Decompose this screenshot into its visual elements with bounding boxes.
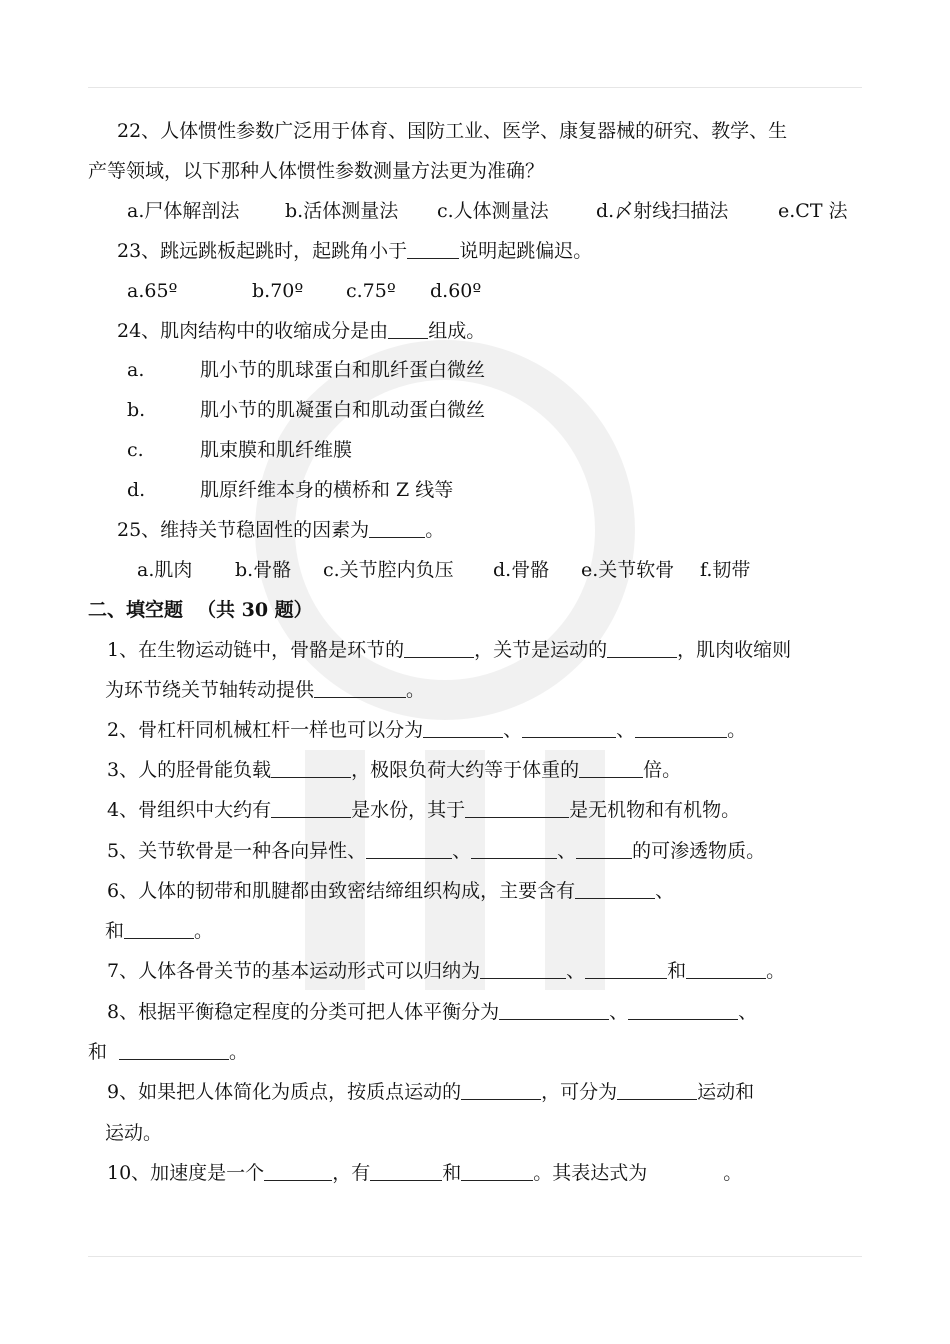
f1-blank-1[interactable] (404, 639, 474, 658)
q24-option-b-text: 肌小节的肌凝蛋白和肌动蛋白微丝 (200, 399, 486, 421)
fill-question-1-cont (105, 677, 425, 703)
fill-question-6-cont (105, 918, 213, 944)
f8-sep-2: 、 (738, 1001, 758, 1023)
fill-question-7 (107, 958, 785, 984)
section-count: （共 30 题） (197, 599, 313, 621)
f9-text-2: ，可分为 (541, 1081, 618, 1103)
fill-question-1 (107, 637, 791, 663)
f7-text-1: 7、人体各骨关节的基本运动形式可以归纳为 (107, 960, 481, 982)
q24-option-b-letter: b. (127, 399, 146, 421)
f5-text-2: 的可渗透物质。 (632, 840, 766, 862)
f8-blank-1[interactable] (499, 1001, 609, 1020)
q23-option-a: a.65º (127, 280, 178, 302)
q23-blank[interactable] (407, 240, 459, 259)
q24-option-c-text: 肌束膜和肌纤维膜 (200, 439, 353, 461)
f10-blank-1[interactable] (264, 1162, 332, 1181)
q24-option-d-text: 肌原纤维本身的横桥和 Z 线等 (200, 479, 454, 501)
q24-option-c-letter: c. (127, 439, 144, 461)
f10-text-4: 。其表达式为 (533, 1162, 648, 1184)
fill-question-4 (107, 797, 740, 823)
f2-sep-2: 、 (616, 719, 636, 741)
f2-text-1: 2、骨杠杆同机械杠杆一样也可以分为 (107, 719, 424, 741)
f10-blank-2[interactable] (370, 1162, 442, 1181)
q23-question (117, 238, 592, 264)
q25-option-f: f.韧带 (700, 559, 751, 581)
f2-end: 。 (727, 719, 747, 741)
f8-sep-1: 、 (609, 1001, 629, 1023)
fill-question-9-cont: 运动。 (105, 1122, 163, 1144)
f7-blank-1[interactable] (480, 960, 566, 979)
q25-option-b: b.骨骼 (235, 559, 292, 581)
q22-option-c: c.人体测量法 (437, 200, 549, 222)
fill-question-2 (107, 717, 746, 743)
q22-option-d: d.〆射线扫描法 (596, 200, 729, 222)
top-rule (88, 87, 862, 88)
f1-blank-2[interactable] (607, 639, 677, 658)
q23-text-before: 23、跳远跳板起跳时，起跳角小于 (117, 240, 408, 262)
f2-blank-1[interactable] (423, 719, 503, 738)
f4-text-1: 4、骨组织中大约有 (107, 799, 272, 821)
f7-sep-1: 、 (566, 960, 586, 982)
q22-option-a: a.尸体解剖法 (127, 200, 240, 222)
fill-question-9 (107, 1079, 754, 1105)
f10-text-1: 10、加速度是一个 (107, 1162, 265, 1184)
f3-blank-2[interactable] (579, 759, 643, 778)
q22-option-e: e.CT 法 (778, 200, 848, 222)
section-heading (88, 597, 313, 623)
f7-text-2: 和 (667, 960, 687, 982)
q23-option-b: b.70º (252, 280, 304, 302)
f5-blank-2[interactable] (471, 840, 557, 859)
f9-text-3: 运动和 (697, 1081, 755, 1103)
f5-text-1: 5、关节软骨是一种各向异性、 (107, 840, 367, 862)
f7-blank-2[interactable] (585, 960, 667, 979)
q23-option-c: c.75º (346, 280, 396, 302)
f8-blank-3[interactable] (119, 1041, 229, 1060)
f2-sep-1: 、 (503, 719, 523, 741)
f7-end: 。 (766, 960, 786, 982)
q25-option-a: a.肌肉 (137, 559, 193, 581)
f8-text-1: 8、根据平衡稳定程度的分类可把人体平衡分为 (107, 1001, 500, 1023)
f10-text-3: 和 (442, 1162, 462, 1184)
f4-text-2: 是水份，其于 (351, 799, 466, 821)
fill-question-8 (107, 999, 757, 1025)
f8-blank-2[interactable] (628, 1001, 738, 1020)
f4-blank-1[interactable] (271, 799, 351, 818)
f8-end: 。 (229, 1041, 249, 1063)
q24-text-before: 24、肌肉结构中的收缩成分是由 (117, 320, 389, 342)
f6-blank-1[interactable] (575, 880, 655, 899)
f5-sep-1: 、 (452, 840, 472, 862)
f6-text-2: 和 (105, 920, 125, 942)
f6-blank-2[interactable] (124, 920, 194, 939)
q24-option-d-letter: d. (127, 479, 146, 501)
f8-text-2: 和 (88, 1041, 108, 1063)
section-title: 二、填空题 (88, 599, 184, 621)
q22-option-b: b.活体测量法 (285, 200, 399, 222)
f3-text-3: 倍。 (643, 759, 682, 781)
q23-text-after: 说明起跳偏迟。 (459, 240, 593, 262)
f1-text-2: ，关节是运动的 (474, 639, 608, 661)
f5-blank-1[interactable] (366, 840, 452, 859)
f2-blank-2[interactable] (522, 719, 616, 738)
f5-sep-2: 、 (557, 840, 577, 862)
fill-question-5 (107, 838, 765, 864)
f10-text-2: ，有 (332, 1162, 371, 1184)
q25-blank[interactable] (369, 519, 425, 538)
fill-question-6 (107, 878, 674, 904)
f1-text-1: 1、在生物运动链中，骨骼是环节的 (107, 639, 405, 661)
q25-option-c: c.关节腔内负压 (323, 559, 454, 581)
q25-text-after: 。 (425, 519, 445, 541)
fill-question-3 (107, 757, 681, 783)
q24-question (117, 318, 485, 344)
f9-blank-2[interactable] (617, 1081, 697, 1100)
q24-blank[interactable] (388, 320, 428, 339)
f6-sep-1: 、 (655, 880, 675, 902)
f4-text-3: 是无机物和有机物。 (569, 799, 741, 821)
q25-option-d: d.骨骼 (493, 559, 550, 581)
f10-blank-3[interactable] (461, 1162, 533, 1181)
f7-blank-3[interactable] (686, 960, 766, 979)
q24-option-a-text: 肌小节的肌球蛋白和肌纤蛋白微丝 (200, 359, 486, 381)
f3-text-1: 3、人的胫骨能负载 (107, 759, 272, 781)
f1-text-4: 为环节绕关节轴转动提供 (105, 679, 315, 701)
q22-line1: 22、人体惯性参数广泛用于体育、国防工业、医学、康复器械的研究、教学、生 (117, 120, 788, 142)
fill-question-10 (107, 1160, 742, 1186)
q23-option-d: d.60º (430, 280, 482, 302)
q24-option-a-letter: a. (127, 359, 145, 381)
f9-blank-1[interactable] (461, 1081, 541, 1100)
f1-text-3: ，肌肉收缩则 (677, 639, 792, 661)
f3-blank-1[interactable] (271, 759, 351, 778)
f4-blank-2[interactable] (465, 799, 569, 818)
fill-question-8-cont (88, 1039, 248, 1065)
q25-text-before: 25、维持关节稳固性的因素为 (117, 519, 370, 541)
bottom-rule (88, 1256, 862, 1257)
f1-text-5: 。 (406, 679, 426, 701)
f10-end: 。 (723, 1162, 743, 1184)
f5-blank-3[interactable] (576, 840, 632, 859)
f1-blank-3[interactable] (314, 679, 406, 698)
q22-line2: 产等领域，以下那种人体惯性参数测量方法更为准确？ (88, 160, 545, 182)
q25-option-e: e.关节软骨 (581, 559, 675, 581)
f6-end: 。 (194, 920, 214, 942)
q24-text-after: 组成。 (428, 320, 486, 342)
f2-blank-3[interactable] (635, 719, 727, 738)
f6-text-1: 6、人体的韧带和肌腱都由致密结缔组织构成，主要含有 (107, 880, 576, 902)
f9-text-1: 9、如果把人体简化为质点，按质点运动的 (107, 1081, 462, 1103)
f3-text-2: ，极限负荷大约等于体重的 (351, 759, 580, 781)
q25-question (117, 517, 444, 543)
